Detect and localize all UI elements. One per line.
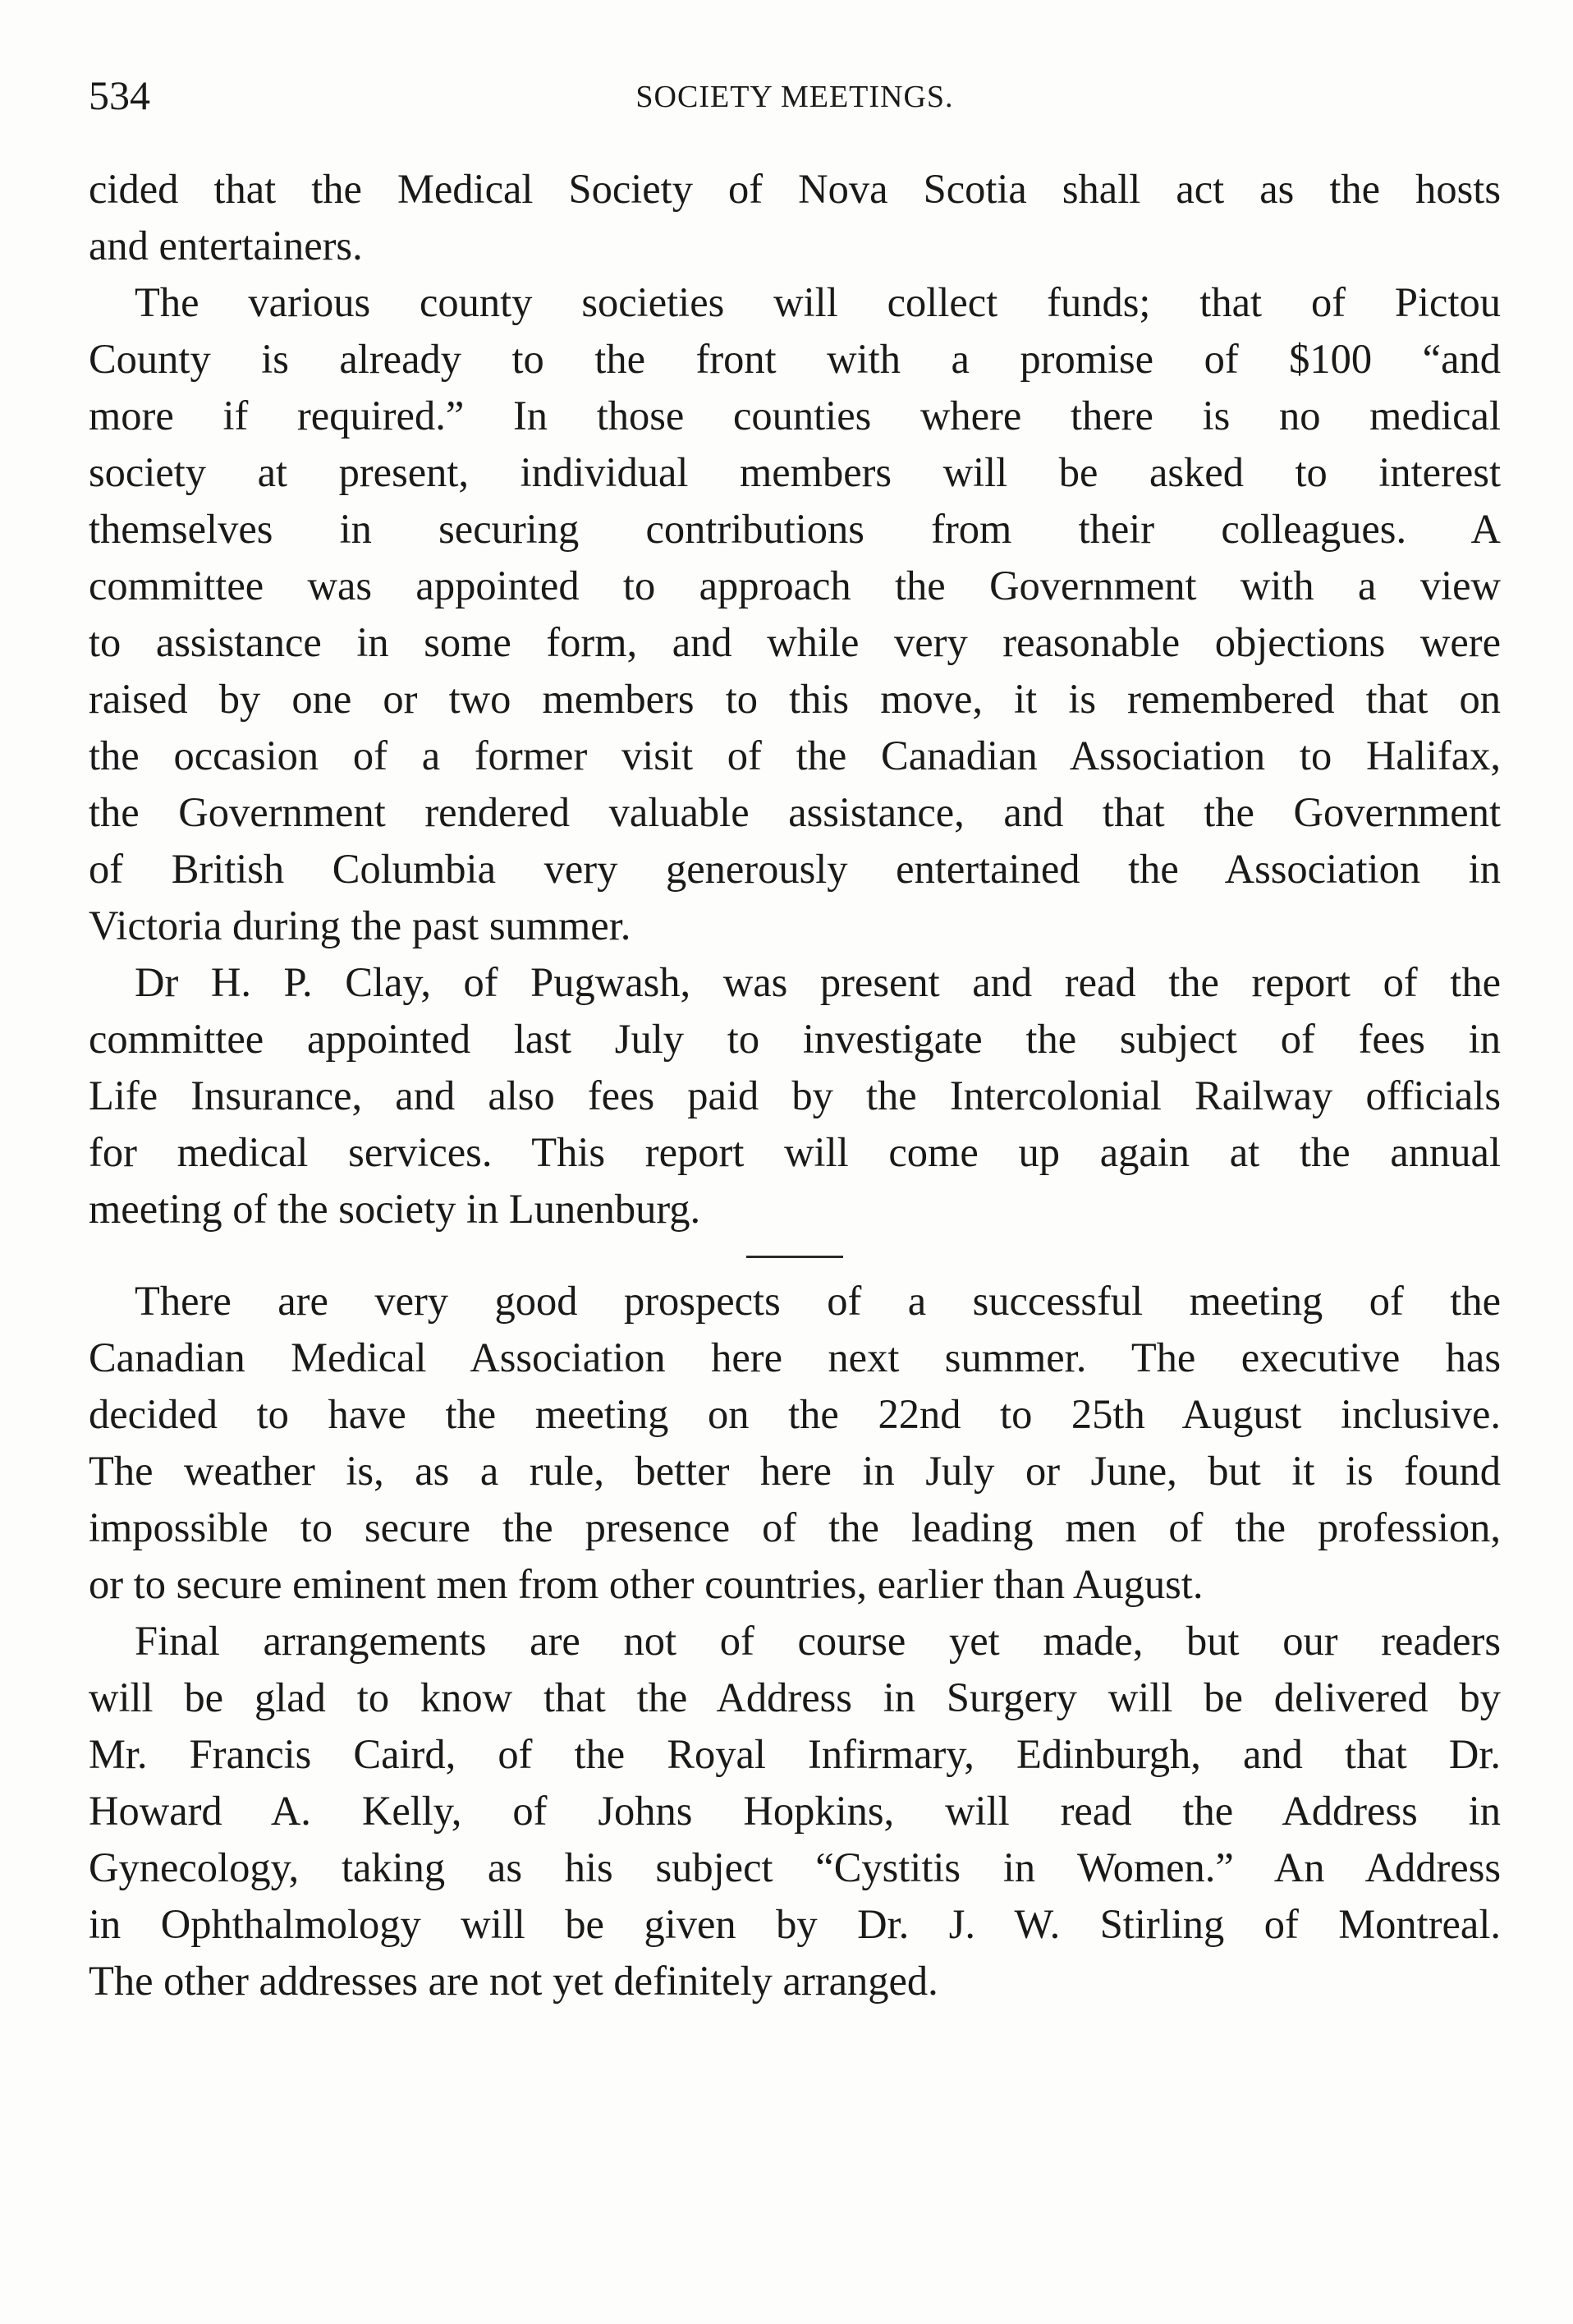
section-divider [746, 1256, 843, 1258]
text-line: Dr H. P. Clay, of Pugwash, was present and read the report of the [135, 959, 1501, 1005]
text-line: to assistance in some form, and while very reasonable objections were [89, 619, 1501, 665]
paragraph-continuation [89, 161, 1501, 274]
text-line: more if required.” In those counties where there is no medical [89, 393, 1501, 439]
text-line: Canadian Medical Association here next summer. The executive has [89, 1334, 1501, 1380]
running-head: SOCIETY MEETINGS. [635, 80, 954, 114]
paragraph-association-meeting [89, 1273, 1501, 1613]
text-line: The various county societies will collect funds; that of Pictou [135, 279, 1501, 325]
text-line: society at present, individual members will be asked to interest [89, 449, 1501, 495]
text-line: raised by one or two members to this move, it is remembered that on [89, 676, 1501, 722]
text-line: Howard A. Kelly, of Johns Hopkins, will read the Address in [89, 1788, 1501, 1834]
text-line: of British Columbia very generously entertained the Association in [89, 846, 1501, 892]
text-line: Final arrangements are not of course yet made, but our readers [135, 1618, 1501, 1664]
text-line: the occasion of a former visit of the Canadian Association to Halifax, [89, 733, 1501, 778]
text-line: meeting of the society in Lunenburg. [89, 1186, 701, 1232]
text-line: The other addresses are not yet definitely arranged. [89, 1958, 938, 2004]
text-line: committee was appointed to approach the Government with a view [89, 563, 1501, 609]
text-line: Life Insurance, and also fees paid by the Intercolonial Railway officials [89, 1072, 1501, 1118]
text-line: will be glad to know that the Address in Surgery will be delivered by [89, 1674, 1501, 1720]
body-text [89, 161, 1501, 2009]
text-line: for medical services. This report will come up again at the annual [89, 1129, 1501, 1175]
text-line: Mr. Francis Caird, of the Royal Infirmary, Edinburgh, and that Dr. [89, 1731, 1501, 1777]
paragraph-arrangements [89, 1613, 1501, 2009]
text-line: The weather is, as a rule, better here in July or June, but it is found [89, 1448, 1501, 1494]
text-line: Gynecology, taking as his subject “Cystitis in Women.” An Address [89, 1844, 1501, 1890]
paragraph-clay-report [89, 954, 1501, 1238]
page-number: 534 [89, 72, 150, 118]
paragraph-county-societies [89, 274, 1501, 954]
text-line: and entertainers. [89, 223, 363, 269]
text-line: or to secure eminent men from other countries, earlier than August. [89, 1561, 1204, 1607]
text-line: committee appointed last July to investigate the subject of fees in [89, 1016, 1501, 1062]
page-header [89, 71, 1501, 120]
text-line: the Government rendered valuable assistance, and that the Government [89, 789, 1501, 835]
text-line: County is already to the front with a promise of $100 “and [89, 336, 1501, 382]
text-line: decided to have the meeting on the 22nd to 25th August inclusive. [89, 1391, 1501, 1437]
text-line: There are very good prospects of a successful meeting of the [135, 1278, 1501, 1324]
text-line: impossible to secure the presence of the leading men of the profession, [89, 1504, 1501, 1550]
text-line: Victoria during the past summer. [89, 903, 631, 948]
text-line: in Ophthalmology will be given by Dr. J. W. Stirling of Montreal. [89, 1901, 1501, 1947]
text-line: themselves in securing contributions from their colleagues. A [89, 506, 1501, 552]
text-line: cided that the Medical Society of Nova Scotia shall act as the hosts [89, 166, 1501, 212]
